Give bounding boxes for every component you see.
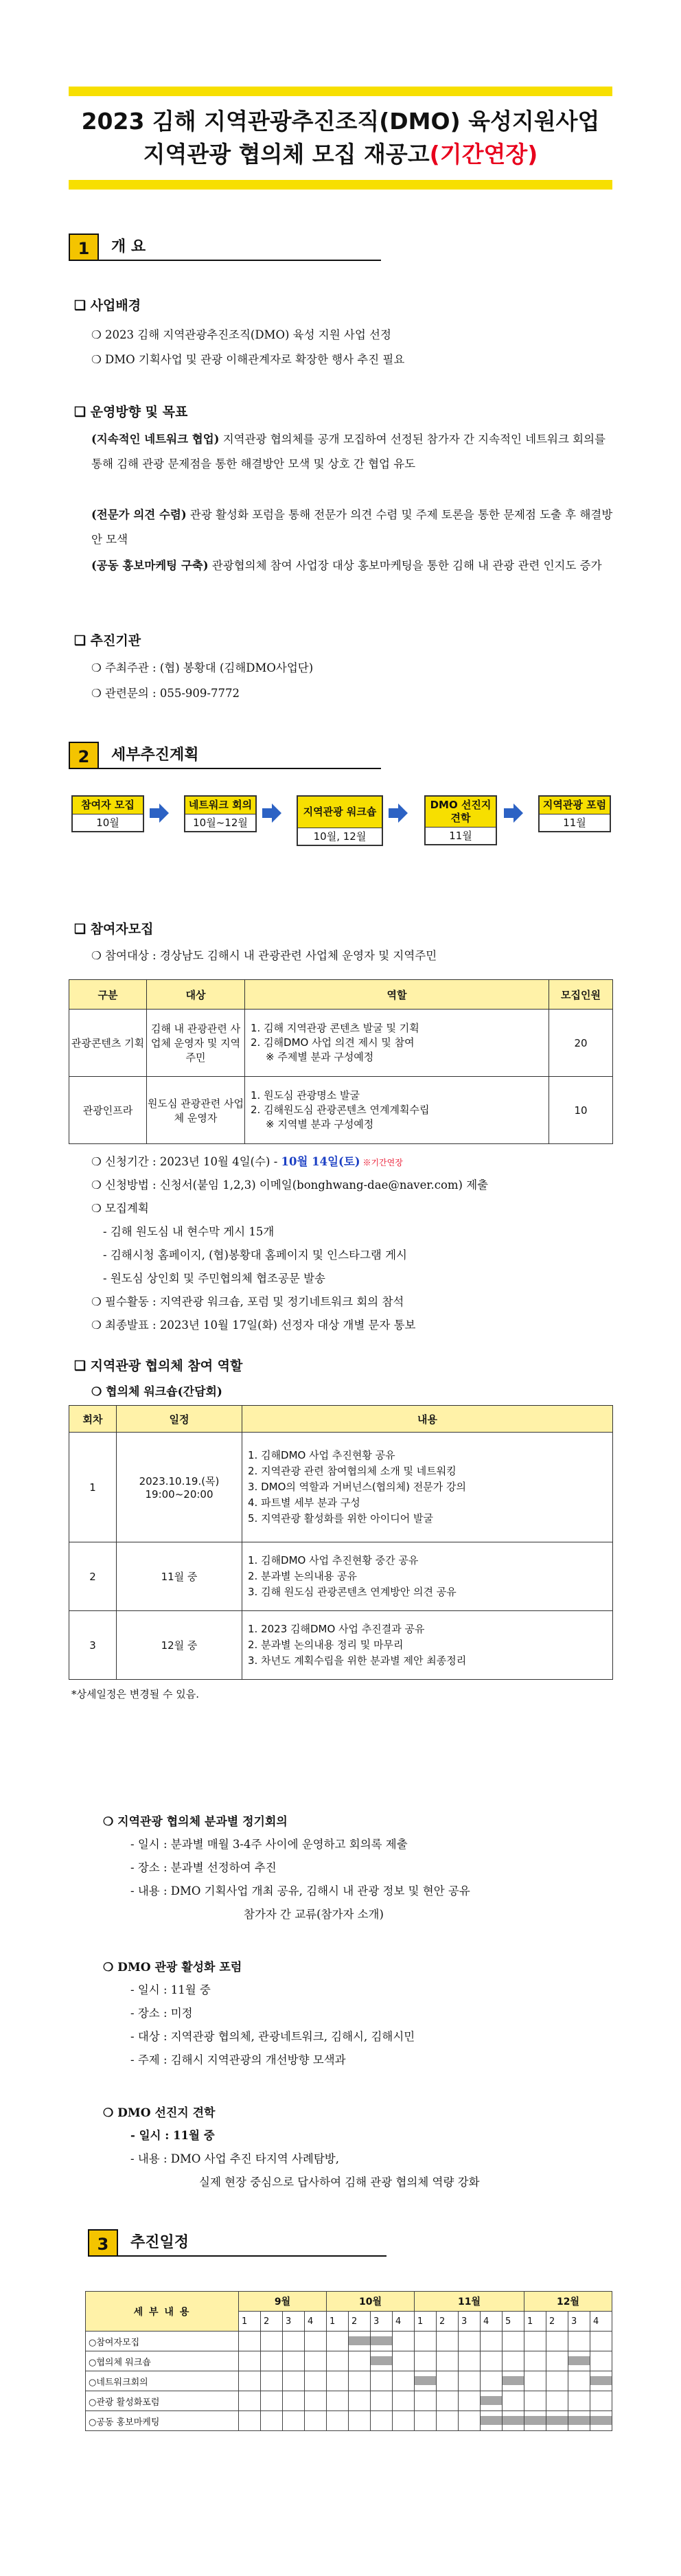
table-row — [69, 1077, 613, 1144]
schedule-bar — [524, 2416, 546, 2425]
flow-step-2-title: 네트워크 회의 — [185, 797, 255, 814]
ws3-item-1: 1. 2023 김해DMO 사업 추진결과 공유 — [248, 1623, 425, 1635]
forum-item-3: - 대상 : 지역관광 협의체, 관광네트워크, 김해시, 김해시민 — [130, 2030, 415, 2043]
col-target: 대상 — [147, 980, 245, 1010]
schedule-week: 3 — [371, 2312, 393, 2332]
operation-item-1-bold: (지속적인 네트워크 협업) — [91, 433, 220, 446]
schedule-cell — [393, 2391, 415, 2411]
flow-step-3-period: 10월, 12월 — [298, 828, 382, 845]
flow-arrow-3-icon — [398, 803, 408, 823]
mandatory-activity: ❍ 필수활동 : 지역관광 워크숍, 포럼 및 정기네트워크 회의 참석 — [91, 1295, 404, 1308]
schedule-cell — [503, 2332, 524, 2351]
schedule-bar — [349, 2336, 370, 2345]
section2-underline — [69, 768, 381, 769]
ws1-item-2: 2. 지역관광 관련 참여협의체 소개 및 네트워킹 — [248, 1465, 457, 1477]
schedule-row — [86, 2332, 612, 2351]
schedule-cell — [305, 2371, 327, 2391]
schedule-cell — [503, 2411, 524, 2431]
schedule-cell — [524, 2351, 546, 2371]
schedule-cell — [415, 2411, 437, 2431]
ws2-item-1: 1. 김해DMO 사업 추진현황 중간 공유 — [248, 1554, 419, 1566]
schedule-cell — [437, 2332, 459, 2351]
schedule-cell — [371, 2411, 393, 2431]
tour-item-1: - 일시 : 11월 중 — [130, 2129, 215, 2142]
schedule-cell — [349, 2351, 371, 2371]
schedule-cell — [239, 2371, 261, 2391]
section3-underline — [88, 2255, 386, 2257]
schedule-cell — [459, 2411, 481, 2431]
background-item-2: ❍ DMO 기획사업 및 관광 이해관계자로 확장한 행사 추진 필요 — [91, 353, 405, 366]
schedule-week: 4 — [393, 2312, 415, 2332]
recruit-table-header — [69, 980, 613, 1010]
ws3-item-2: 2. 분과별 논의내용 정리 및 마무리 — [248, 1639, 404, 1651]
organizer-heading: ❑ 추진기관 — [74, 633, 141, 648]
schedule-row-label: ○공동 홍보마케팅 — [86, 2411, 239, 2431]
schedule-bar — [590, 2376, 612, 2385]
col-role: 역할 — [245, 980, 549, 1010]
workshop-table — [69, 1405, 613, 1680]
schedule-cell — [305, 2332, 327, 2351]
schedule-cell — [437, 2391, 459, 2411]
promo-item-2: - 김해시청 홈페이지, (협)봉황대 홈페이지 및 인스타그램 게시 — [103, 1249, 407, 1262]
schedule-cell — [305, 2351, 327, 2371]
schedule-cell — [459, 2332, 481, 2351]
flow-arrow-2-body — [262, 808, 272, 818]
schedule-cell — [283, 2411, 305, 2431]
schedule-cell — [568, 2351, 590, 2371]
study-tour-heading: ❍ DMO 선진지 견학 — [103, 2106, 216, 2120]
flow-step-2 — [184, 795, 257, 832]
schedule-cell — [283, 2371, 305, 2391]
final-announcement: ❍ 최종발표 : 2023년 10월 17일(화) 선정자 대상 개별 문자 통보 — [91, 1319, 416, 1332]
workshop-table-header — [69, 1406, 613, 1433]
section2-number: 2 — [69, 742, 99, 769]
schedule-cell — [590, 2351, 612, 2371]
ws3-no: 3 — [69, 1611, 117, 1680]
background-heading: ❑ 사업배경 — [74, 298, 141, 313]
row2-target: 원도심 관광관련 사업체 운영자 — [147, 1077, 245, 1144]
recruit-target: ❍ 참여대상 : 경상남도 김해시 내 관광관련 사업체 운영자 및 지역주민 — [91, 949, 437, 962]
schedule-bar — [481, 2396, 502, 2405]
operation-item-2-text: 관광 활성화 포럼을 통해 전문가 의견 수렴 및 주제 토론을 통한 문제점 도출 후 해결방안 모색 — [91, 508, 613, 546]
schedule-row — [86, 2371, 612, 2391]
schedule-bar — [371, 2356, 392, 2365]
schedule-week: 4 — [305, 2312, 327, 2332]
schedule-cell — [283, 2332, 305, 2351]
schedule-cell — [261, 2351, 283, 2371]
col-count: 모집인원 — [549, 980, 613, 1010]
section3-number: 3 — [88, 2229, 118, 2257]
schedule-cell — [481, 2411, 503, 2431]
schedule-cell — [261, 2411, 283, 2431]
schedule-cell — [590, 2332, 612, 2351]
ws1-item-3: 3. DMO의 역할과 거버넌스(협의체) 전문가 강의 — [248, 1481, 466, 1493]
schedule-cell — [481, 2371, 503, 2391]
flow-arrow-1-icon — [159, 803, 169, 823]
forum-item-2: - 장소 : 미정 — [130, 2007, 193, 2020]
schedule-cell — [393, 2371, 415, 2391]
flow-arrow-4-body — [504, 808, 513, 818]
schedule-cell — [283, 2391, 305, 2411]
schedule-week: 3 — [283, 2312, 305, 2332]
operation-item-1-text: 지역관광 협의체를 공개 모집하여 선정된 참가자 간 지속적인 네트워크 회의를 통해 김해 관광 문제점을 통한 해결방안 모색 및 상호 간 협업 유도 — [91, 433, 605, 470]
schedule-bar — [503, 2376, 524, 2385]
schedule-cell — [261, 2391, 283, 2411]
schedule-cell — [393, 2332, 415, 2351]
schedule-month-1: 9월 — [239, 2292, 327, 2312]
schedule-cell — [261, 2332, 283, 2351]
table-row — [69, 1611, 613, 1680]
section2-title: 세부추진계획 — [111, 746, 199, 764]
organizer-item-2: ❍ 관련문의 : 055-909-7772 — [91, 687, 240, 700]
promo-heading: ❍ 모집계획 — [91, 1202, 149, 1215]
schedule-cell — [546, 2351, 568, 2371]
flow-step-5 — [538, 795, 611, 832]
schedule-cell — [239, 2391, 261, 2411]
operation-item-2 — [91, 503, 613, 552]
row2-roles — [245, 1077, 549, 1144]
schedule-cell — [415, 2371, 437, 2391]
row2-role-note: ※ 지역별 분과 구성예정 — [266, 1118, 374, 1130]
row1-role-1: 1. 김해 지역관광 콘텐츠 발굴 및 기획 — [251, 1022, 419, 1034]
schedule-cell — [437, 2411, 459, 2431]
ws2-content — [242, 1542, 613, 1611]
schedule-cell — [349, 2371, 371, 2391]
schedule-cell — [568, 2371, 590, 2391]
schedule-row-label: ○관광 활성화포럼 — [86, 2391, 239, 2411]
table-row — [69, 1433, 613, 1542]
ws-col-content: 내용 — [242, 1406, 613, 1433]
ws1-date: 2023.10.19.(목) 19:00~20:00 — [117, 1433, 242, 1542]
schedule-cell — [327, 2332, 349, 2351]
schedule-cell — [568, 2332, 590, 2351]
background-item-1: ❍ 2023 김해 지역관광추진조직(DMO) 육성 지원 사업 선정 — [91, 328, 391, 341]
forum-heading: ❍ DMO 관광 활성화 포럼 — [103, 1961, 242, 1974]
row1-target: 김해 내 관광관련 사업체 운영자 및 지역주민 — [147, 1010, 245, 1077]
title-bottom-bar — [69, 180, 612, 190]
schedule-cell — [327, 2351, 349, 2371]
schedule-cell — [305, 2391, 327, 2411]
schedule-week: 2 — [546, 2312, 568, 2332]
regular-item-3-cont: 참가자 간 교류(참가자 소개) — [244, 1908, 384, 1921]
flow-step-3 — [297, 795, 383, 846]
section1-title: 개 요 — [111, 238, 146, 255]
ws1-item-1: 1. 김해DMO 사업 추진현황 공유 — [248, 1449, 395, 1461]
flow-arrow-3-body — [389, 808, 398, 818]
schedule-cell — [415, 2332, 437, 2351]
promo-item-3: - 원도심 상인회 및 주민협의체 협조공문 발송 — [103, 1272, 325, 1285]
schedule-cell — [503, 2391, 524, 2411]
schedule-week: 3 — [568, 2312, 590, 2332]
schedule-cell — [437, 2351, 459, 2371]
flow-step-1 — [71, 795, 144, 832]
schedule-week: 1 — [327, 2312, 349, 2332]
schedule-cell — [349, 2332, 371, 2351]
operation-item-2-bold: (전문가 의견 수렴) — [91, 508, 187, 521]
schedule-bar — [568, 2416, 590, 2425]
flow-step-4-title: DMO 선진지 견학 — [426, 797, 496, 828]
schedule-cell — [524, 2411, 546, 2431]
schedule-gantt — [85, 2291, 612, 2435]
schedule-week: 2 — [349, 2312, 371, 2332]
schedule-cell — [327, 2371, 349, 2391]
regular-item-2: - 장소 : 분과별 선정하여 추진 — [130, 1861, 277, 1874]
schedule-cell — [590, 2371, 612, 2391]
operation-item-3-bold: (공동 홍보마케팅 구축) — [91, 559, 209, 572]
operation-item-1 — [91, 427, 613, 477]
schedule-cell — [371, 2332, 393, 2351]
apply-method: ❍ 신청방법 : 신청서(붙임 1,2,3) 이메일(bonghwang-dae@naver.com) 제출 — [91, 1178, 489, 1192]
schedule-row — [86, 2351, 612, 2371]
operation-item-3-text: 관광협의체 참여 사업장 대상 홍보마케팅을 통한 김해 내 관광 관련 인지도 증가 — [208, 559, 602, 572]
flow-arrow-2-icon — [272, 803, 281, 823]
schedule-cell — [481, 2391, 503, 2411]
ws-col-date: 일정 — [117, 1406, 242, 1433]
schedule-cell — [481, 2332, 503, 2351]
row1-roles — [245, 1010, 549, 1077]
ws2-date: 11월 중 — [117, 1542, 242, 1611]
schedule-month-row — [86, 2292, 612, 2312]
schedule-week: 4 — [481, 2312, 503, 2332]
schedule-week: 2 — [437, 2312, 459, 2332]
row1-category: 관광콘텐츠 기획 — [69, 1010, 147, 1077]
schedule-cell — [590, 2411, 612, 2431]
schedule-cell — [327, 2411, 349, 2431]
apply-period-deadline: 10월 14일(토) — [281, 1155, 360, 1168]
ws2-item-3: 3. 김해 원도심 관광콘텐츠 연계방안 의견 공유 — [248, 1586, 457, 1598]
operation-item-3 — [91, 554, 613, 578]
row1-role-note: ※ 주제별 분과 구성예정 — [266, 1051, 374, 1063]
schedule-cell — [239, 2411, 261, 2431]
workshop-heading: ❍ 협의체 워크숍(간담회) — [91, 1385, 222, 1399]
role-heading: ❑ 지역관광 협의체 참여 역할 — [74, 1358, 243, 1374]
schedule-week: 3 — [459, 2312, 481, 2332]
row1-count: 20 — [549, 1010, 613, 1077]
flow-step-5-title: 지역관광 포럼 — [540, 797, 610, 814]
forum-item-1: - 일시 : 11월 중 — [130, 1983, 211, 1996]
schedule-cell — [546, 2411, 568, 2431]
ws1-no: 1 — [69, 1433, 117, 1542]
schedule-bar — [415, 2376, 436, 2385]
schedule-week: 2 — [261, 2312, 283, 2332]
schedule-cell — [568, 2391, 590, 2411]
schedule-cell — [503, 2371, 524, 2391]
ws2-no: 2 — [69, 1542, 117, 1611]
regular-meeting-heading: ❍ 지역관광 협의체 분과별 정기회의 — [103, 1815, 288, 1829]
flow-step-3-title: 지역관광 워크숍 — [298, 797, 382, 828]
schedule-bar — [590, 2416, 612, 2425]
schedule-row-label: ○네트워크회의 — [86, 2371, 239, 2391]
schedule-cell — [481, 2351, 503, 2371]
schedule-bar — [568, 2356, 590, 2365]
schedule-cell — [459, 2351, 481, 2371]
schedule-cell — [393, 2351, 415, 2371]
row2-role-2: 2. 김해원도심 관광콘텐츠 연계계획수립 — [251, 1104, 430, 1116]
forum-item-4: - 주제 : 김해시 지역관광의 개선방향 모색과 — [130, 2053, 346, 2066]
section1-number: 1 — [69, 233, 99, 261]
schedule-cell — [371, 2371, 393, 2391]
schedule-cell — [524, 2332, 546, 2351]
ws3-item-3: 3. 차년도 계획수립을 위한 분과별 제안 최종정리 — [248, 1654, 467, 1667]
schedule-table — [85, 2291, 612, 2431]
schedule-cell — [415, 2351, 437, 2371]
schedule-bar — [503, 2416, 524, 2425]
recruit-heading: ❑ 참여자모집 — [74, 922, 154, 937]
operation-heading: ❑ 운영방향 및 목표 — [74, 404, 188, 420]
row2-category: 관광인프라 — [69, 1077, 147, 1144]
schedule-row-label: ○참여자모집 — [86, 2332, 239, 2351]
schedule-week: 1 — [524, 2312, 546, 2332]
schedule-cell — [459, 2391, 481, 2411]
table-row — [69, 1010, 613, 1077]
schedule-cell — [239, 2332, 261, 2351]
flow-arrow-4-icon — [513, 803, 523, 823]
schedule-month-4: 12월 — [524, 2292, 612, 2312]
schedule-cell — [261, 2371, 283, 2391]
schedule-cell — [459, 2371, 481, 2391]
tour-item-2-cont: 실제 현장 중심으로 답사하여 김해 관광 협의체 역량 강화 — [199, 2176, 480, 2189]
schedule-cell — [546, 2371, 568, 2391]
schedule-cell — [327, 2391, 349, 2411]
schedule-cell — [503, 2351, 524, 2371]
apply-period-extension-note: ※기간연장 — [360, 1158, 403, 1167]
section3-title: 추진일정 — [130, 2234, 189, 2251]
schedule-cell — [371, 2391, 393, 2411]
ws1-item-5: 5. 지역관광 활성화를 위한 아이디어 발굴 — [248, 1512, 433, 1525]
page-title-line1: 2023 김해 지역관광추진조직(DMO) 육성지원사업 — [81, 108, 600, 135]
schedule-week: 4 — [590, 2312, 612, 2332]
schedule-cell — [590, 2391, 612, 2411]
schedule-row — [86, 2411, 612, 2431]
workshop-note: *상세일정은 변경될 수 있음. — [71, 1688, 199, 1700]
schedule-cell — [524, 2391, 546, 2411]
regular-item-1: - 일시 : 분과별 매월 3-4주 사이에 운영하고 회의록 제출 — [130, 1838, 408, 1851]
schedule-cell — [283, 2351, 305, 2371]
schedule-bar — [371, 2336, 392, 2345]
flow-step-2-period: 10월~12월 — [185, 814, 255, 831]
flow-step-5-period: 11월 — [540, 814, 610, 831]
flow-step-1-period: 10월 — [73, 814, 143, 831]
schedule-week: 5 — [503, 2312, 524, 2332]
apply-period-text: ❍ 신청기간 : 2023년 10월 4일(수) - — [91, 1155, 281, 1168]
regular-item-3: - 내용 : DMO 기획사업 개최 공유, 김해시 내 관광 정보 및 현안 공유 — [130, 1884, 470, 1897]
schedule-cell — [393, 2411, 415, 2431]
schedule-bar — [481, 2416, 502, 2425]
schedule-cell — [349, 2411, 371, 2431]
row2-role-1: 1. 원도심 관광명소 발굴 — [251, 1089, 360, 1102]
schedule-corner: 세 부 내 용 — [86, 2292, 239, 2332]
apply-period — [91, 1150, 403, 1175]
schedule-cell — [415, 2391, 437, 2411]
flow-arrow-1-body — [150, 808, 159, 818]
schedule-cell — [371, 2351, 393, 2371]
ws-col-no: 회차 — [69, 1406, 117, 1433]
page-title-line2 — [69, 139, 612, 170]
ws3-content — [242, 1611, 613, 1680]
ws3-date: 12월 중 — [117, 1611, 242, 1680]
tour-item-2: - 내용 : DMO 사업 추진 타지역 사례탐방, — [130, 2152, 339, 2165]
flow-step-4 — [424, 795, 497, 845]
ws1-content — [242, 1433, 613, 1542]
row1-role-2: 2. 김해DMO 사업 의견 제시 및 참여 — [251, 1036, 415, 1049]
schedule-cell — [349, 2391, 371, 2411]
col-category: 구분 — [69, 980, 147, 1010]
schedule-cell — [568, 2411, 590, 2431]
title-extension-label: (기간연장) — [429, 141, 538, 168]
flow-step-4-period: 11월 — [426, 828, 496, 844]
title-main: 지역관광 협의체 모집 재공고 — [143, 141, 430, 168]
schedule-cell — [546, 2332, 568, 2351]
schedule-row — [86, 2391, 612, 2411]
schedule-month-2: 10월 — [327, 2292, 415, 2312]
schedule-month-3: 11월 — [415, 2292, 524, 2312]
row2-count: 10 — [549, 1077, 613, 1144]
organizer-item-1: ❍ 주최주관 : (협) 봉황대 (김해DMO사업단) — [91, 661, 314, 674]
recruit-table — [69, 979, 613, 1144]
flow-step-1-title: 참여자 모집 — [73, 797, 143, 814]
table-row — [69, 1542, 613, 1611]
schedule-cell — [239, 2351, 261, 2371]
schedule-bar — [546, 2416, 568, 2425]
schedule-cell — [437, 2371, 459, 2391]
schedule-week: 1 — [239, 2312, 261, 2332]
schedule-cell — [546, 2391, 568, 2411]
schedule-week: 1 — [415, 2312, 437, 2332]
schedule-cell — [305, 2411, 327, 2431]
title-top-bar — [69, 87, 612, 96]
schedule-cell — [524, 2371, 546, 2391]
ws1-item-4: 4. 파트별 세부 분과 구성 — [248, 1496, 360, 1509]
promo-item-1: - 김해 원도심 내 현수막 게시 15개 — [103, 1225, 275, 1238]
ws2-item-2: 2. 분과별 논의내용 공유 — [248, 1570, 358, 1582]
section1-underline — [69, 260, 381, 261]
schedule-row-label: ○협의체 워크숍 — [86, 2351, 239, 2371]
